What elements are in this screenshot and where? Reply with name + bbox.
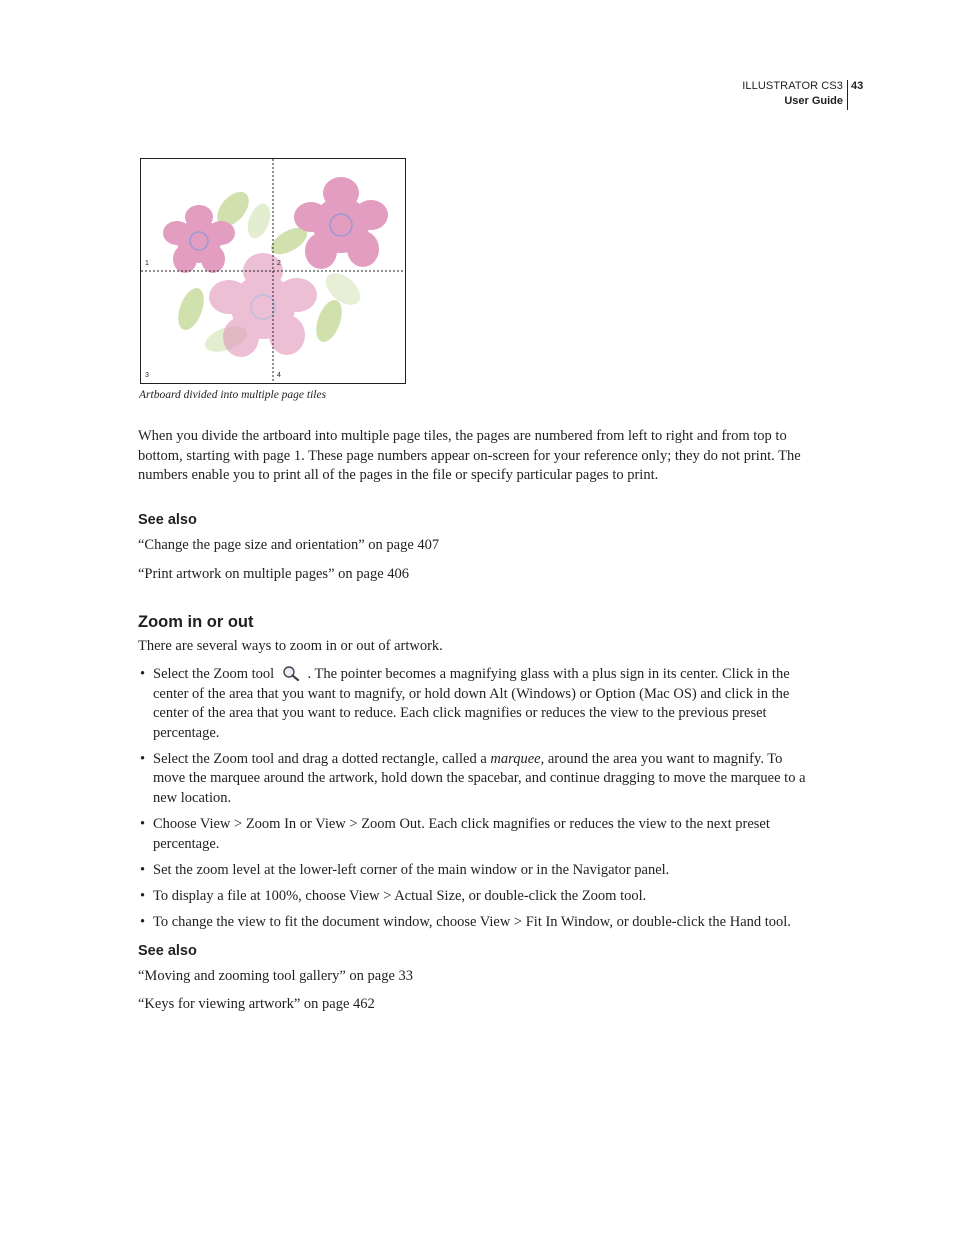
- tile-number-3: 3: [145, 372, 149, 379]
- bullet-mark: •: [140, 887, 146, 904]
- intro-paragraph: When you divide the artboard into multiple page tiles, the pages are numbered from left to right and from top to bottom, starting with page 1. These page numbers appear on-screen for your reference only; they do not print. The numbers enable you to print all of the pages in the file or specify particular pages to print.: [138, 428, 801, 484]
- bullet-mark: •: [140, 750, 146, 767]
- bullet-text-2b: , around the area you want to magnify. To move the marquee around the artwork, hold down the spacebar, and continue dragging to move the marquee to a new location.: [153, 750, 806, 807]
- flower-artwork: [141, 159, 405, 383]
- marquee-term: marquee: [490, 750, 541, 767]
- page-number: 43: [851, 80, 864, 92]
- see-also-link-tool-gallery[interactable]: “Moving and zooming tool gallery” on page 33: [138, 968, 414, 984]
- header-divider: [847, 80, 848, 110]
- list-item: [138, 861, 814, 881]
- list-item: [138, 665, 814, 743]
- magnifier-icon: [281, 665, 301, 681]
- see-also-link-viewing-keys[interactable]: “Keys for viewing artwork” on page 462: [138, 996, 375, 1012]
- see-also-link-print-multiple[interactable]: “Print artwork on multiple pages” on page 406: [138, 566, 410, 582]
- list-item: [138, 887, 814, 907]
- see-also-link-page-size[interactable]: “Change the page size and orientation” on page 407: [138, 537, 440, 553]
- running-header: [742, 79, 843, 109]
- bullet-text-1a: Select the Zoom tool: [153, 666, 275, 682]
- zoom-section-title: Zoom in or out: [138, 613, 254, 631]
- guide-name: User Guide: [784, 95, 843, 107]
- tile-number-1: 1: [145, 260, 149, 267]
- bullet-text-4: Set the zoom level at the lower-left corner of the main window or in the Navigator panel.: [153, 861, 670, 878]
- flower-top-right: [294, 177, 388, 269]
- figure-caption: Artboard divided into multiple page tiles: [139, 389, 327, 401]
- bullet-text-2a: Select the Zoom tool and drag a dotted rectangle, called a: [153, 750, 491, 767]
- bullet-mark: •: [140, 861, 146, 878]
- artboard-tiles-figure: [140, 158, 406, 384]
- list-item: [138, 913, 814, 933]
- bullet-text-6: To change the view to fit the document window, choose View > Fit In Window, or double-click the Hand tool.: [153, 914, 791, 931]
- see-also-heading-2: See also: [138, 943, 197, 959]
- tile-number-2: 2: [277, 260, 281, 267]
- bullet-text-5: To display a file at 100%, choose View > Actual Size, or double-click the Zoom tool.: [153, 887, 647, 904]
- bullet-text-3: Choose View > Zoom In or View > Zoom Out. Each click magnifies or reduces the view to the next preset percentage.: [153, 816, 770, 852]
- zoom-section-intro: There are several ways to zoom in or out of artwork.: [138, 638, 443, 654]
- bullet-mark: •: [140, 914, 146, 931]
- bullet-mark: •: [140, 666, 146, 682]
- bullet-mark: •: [140, 816, 146, 833]
- bullet-text-1b: . The pointer becomes a magnifying glass with a plus sign in its center. Click in the center of the area that you want to magnify, or hold down Alt (Windows) or Option (Mac OS) and click in the center of the area that you want to reduce. Each click magnifies or reduces the view to the previous preset percentage.: [153, 666, 790, 741]
- zoom-methods-list: [138, 665, 814, 939]
- list-item: [138, 815, 814, 854]
- product-name: ILLUSTRATOR CS3: [742, 80, 843, 92]
- flower-large-faded: [209, 253, 317, 357]
- see-also-heading-1: See also: [138, 512, 197, 528]
- list-item: [138, 750, 814, 809]
- tile-number-4: 4: [277, 372, 281, 379]
